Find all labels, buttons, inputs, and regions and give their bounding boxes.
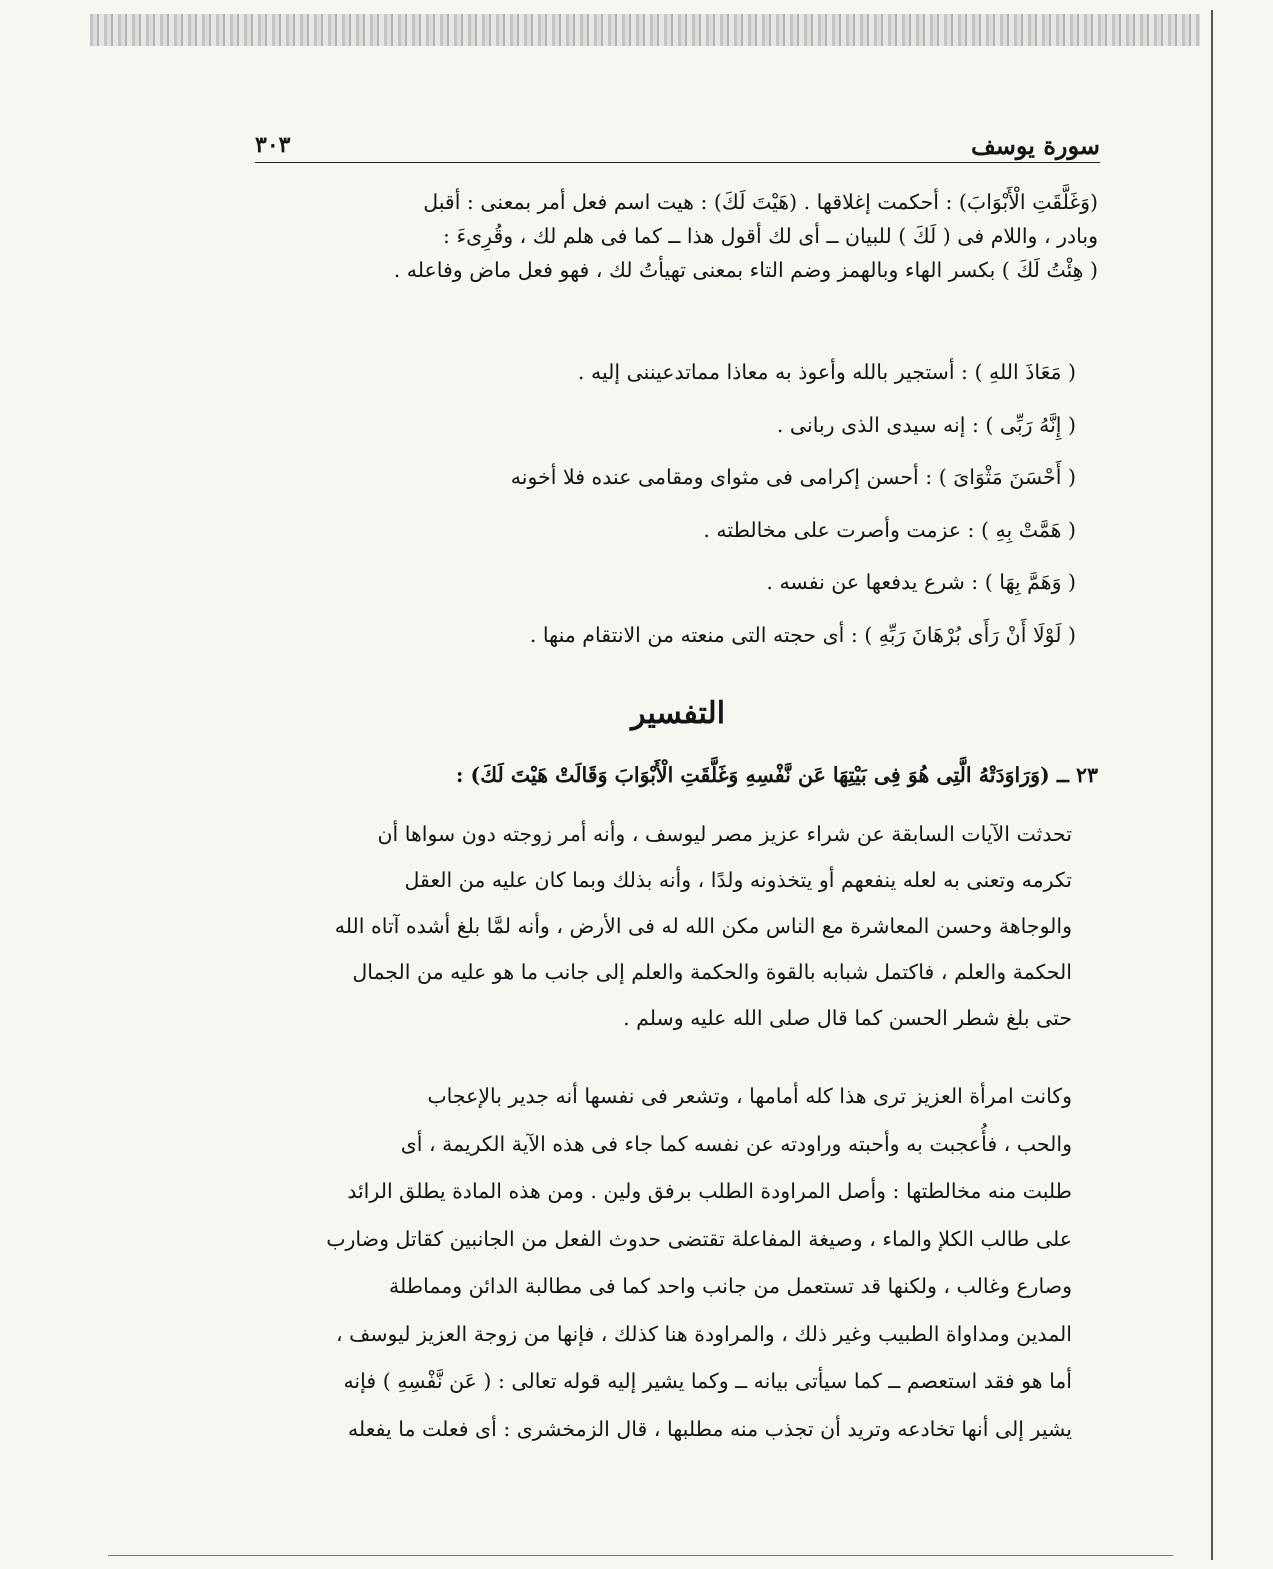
text-line: وصارع وغالب ، ولكنها قد تستعمل من جانب واحد كما فى مطالبة الدائن ومماطلة (389, 1274, 1072, 1298)
page-number: ٣٠٣ (255, 132, 291, 158)
vocabulary-list (258, 346, 1098, 661)
vocab-item: ( وَهَمَّ بِهَا ) : شرع يدفعها عن نفسه . (766, 570, 1076, 594)
text-line: أما هو فقد استعصم ــ كما سيأتى بيانه ــ وكما يشير إليه قوله تعالى : ( عَن نَّفْسِهِ ) فإنه (343, 1369, 1072, 1393)
text-line: وكانت امرأة العزيز ترى هذا كله أمامها ، وتشعر فى نفسها أنه جدير بالإعجاب (427, 1084, 1072, 1108)
text-line: وبادر ، واللام فى ( لَكَ ) للبيان ــ أى لك أقول هذا ــ كما فى هلم لك ، وقُرِىءَ : (443, 224, 1098, 248)
vocab-item: ( أَحْسَنَ مَثْوَاىَ ) : أحسن إكرامى فى مثواى ومقامى عنده فلا أخونه (510, 465, 1076, 489)
commentary-paragraph-1 (258, 811, 1098, 1041)
text-line: الحكمة والعلم ، فاكتمل شبابه بالقوة والحكمة والعلم إلى جانب ما هو عليه من الجمال (352, 960, 1072, 984)
vocabulary-intro (258, 185, 1098, 287)
text-line: على طالب الكلإ والماء ، وصيغة المفاعلة تقتضى حدوث الفعل من الجانبين كقاتل وضارب (326, 1226, 1072, 1251)
surah-title: سورة يوسف (970, 130, 1100, 160)
text-line: والحب ، فأُعجبت به وأحبته وراودته عن نفسه كما جاء فى هذه الآية الكريمة ، أى (400, 1131, 1072, 1156)
scan-noise-top (90, 14, 1200, 46)
vocab-item: ( مَعَاذَ اللهِ ) : أستجير بالله وأعوذ به معاذا مماتدعيننى إليه . (577, 360, 1076, 384)
verse-line: ٢٣ ــ (وَرَاوَدَتْهُ الَّتِى هُوَ فِى بَيْتِهَا عَن نَّفْسِهِ وَغَلَّقَتِ الْأَبْوَابَ وَقَالَتْ هَيْتَ لَكَ) : (455, 763, 1098, 787)
vocab-item: ( إِنَّهُ رَبِّى ) : إنه سيدى الذى ربانى . (776, 412, 1076, 437)
text-line: (وَغَلَّقَتِ الْأَبْوَابَ) : أحكمت إغلاقها . (هَيْتَ لَكَ) : هيت اسم فعل أمر بمعنى : أقبل (423, 190, 1098, 214)
text-line: حتى بلغ شطر الحسن كما قال صلى الله عليه وسلم . (623, 1006, 1072, 1030)
commentary-paragraph-2 (258, 1073, 1098, 1453)
text-line: والوجاهة وحسن المعاشرة مع الناس مكن الله له فى الأرض ، وأنه لمَّا بلغ أشده آتاه الله (334, 914, 1072, 938)
text-line: طلبت منه مخالطتها : وأصل المراودة الطلب برفق ولين . ومن هذه المادة يطلق الرائد (347, 1179, 1072, 1203)
bottom-rule (108, 1555, 1173, 1556)
text-line: تكرمه وتعنى به لعله ينفعهم أو يتخذونه ولدًا ، وأنه بذلك وبما كان عليه من العقل (404, 868, 1072, 892)
vocab-item: ( لَوْلَا أَنْ رَأَى بُرْهَانَ رَبِّهِ ) : أى حجته التى منعته من الانتقام منها . (529, 622, 1076, 647)
text-line: تحدثت الآيات السابقة عن شراء عزيز مصر ليوسف ، وأنه أمر زوجته دون سواها أن (377, 822, 1072, 846)
text-line: المدين ومداواة الطبيب وغير ذلك ، والمراودة هنا كذلك ، فإنها من زوجة العزيز ليوسف ، (336, 1321, 1072, 1346)
page-edge-line (1211, 10, 1213, 1560)
vocab-item: ( هَمَّتْ بِهِ ) : عزمت وأصرت على مخالطته . (703, 517, 1076, 542)
section-heading: التفسير (630, 696, 726, 731)
text-line: يشير إلى أنها تخادعه وتريد أن تجذب منه مطلبها ، قال الزمخشرى : أى فعلت ما يفعله (347, 1416, 1072, 1441)
page-header (255, 128, 1100, 163)
text-line: ( هِئْتُ لَكَ ) بكسر الهاء وبالهمز وضم التاء بمعنى تهيأتُ لك ، فهو فعل ماض وفاعله . (393, 258, 1098, 282)
